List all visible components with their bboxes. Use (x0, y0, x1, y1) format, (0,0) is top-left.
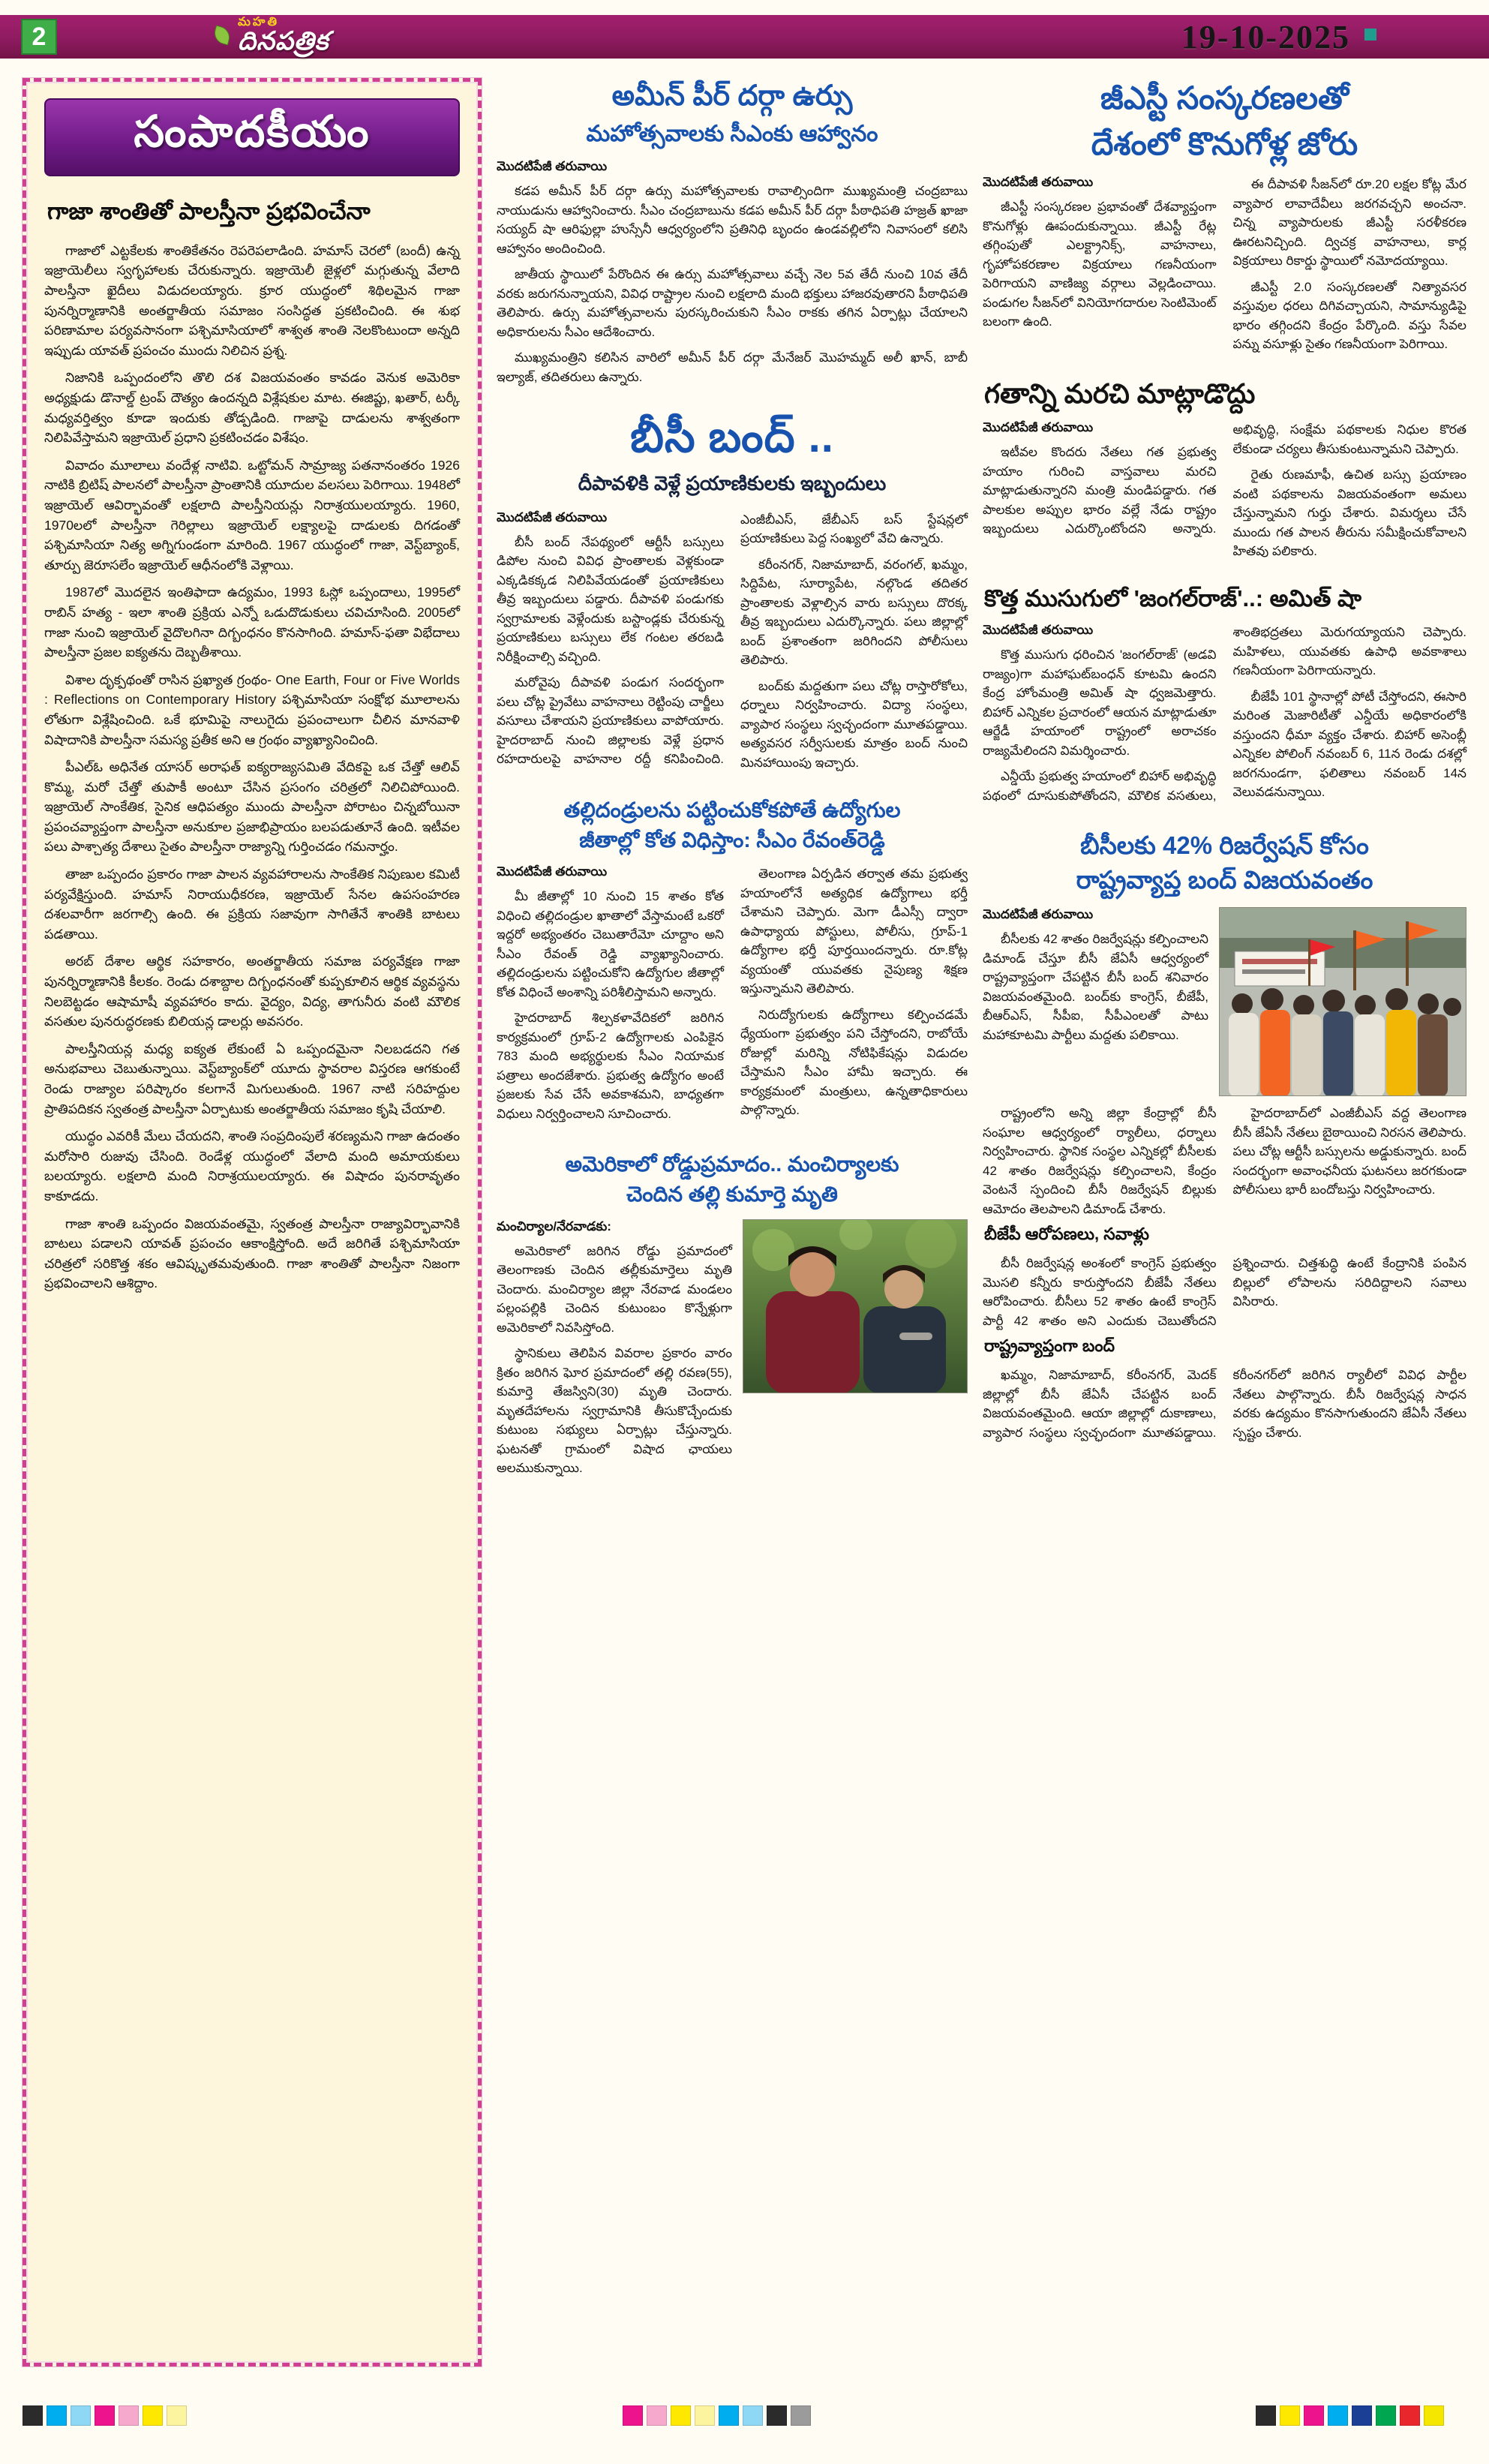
paragraph: అమెరికాలో జరిగిన రోడ్డు ప్రమాదంలో తెలంగాణకు చెందిన తల్లీకుమార్తెలు మృతి చెందారు. మంచిర్యాల జిల్లా నేరవాడ మండలం పల్లంపల్లికి చెందిన కుటుంబం కొన్నేళ్లుగా అమెరికాలో నివసిస్తోంది. (497, 1243, 732, 1335)
color-patch (1256, 2405, 1276, 2426)
paragraph: గాజా శాంతి ఒప్పందం విజయవంతమై, స్వతంత్ర పాలస్తీనా రాజ్యావిర్భావానికి బాటలు పడాలని యావత్ ప్రపంచం ఆకాంక్షిస్తోంది. అదే జరిగితే పశ్చిమాసియా చరిత్రలో సరికొత్త శకం ఆవిష్కృతమవుతుంది. గాజా శాంతితో పాలస్తీనా నిజంగా ప్రభవించాలని ఆశిద్దాం. (44, 1215, 460, 1291)
color-patch (719, 2405, 739, 2426)
paragraph: నిజానికి ఒప్పందంలోని తొలి దశ విజయవంతం కావడం వెనుక అమెరికా అధ్యక్షుడు డొనాల్డ్ ట్రంప్ దౌత్యం ఉందన్నది విశ్లేషకుల మాట. ఈజిప్టు, ఖతార్, టర్కీ మధ్యవర్తిత్వం కూడా ఇందుకు తోడ్పడింది. గాజాపై దాడులను శాశ్వతంగా నిలిపివేస్తామని ఇజ్రాయెల్ ప్రధాని ప్రకటించడం విశేషం. (44, 370, 460, 446)
masthead-logo (214, 17, 329, 54)
paragraph: వివాదం మూలాలు వందేళ్ల నాటివి. ఒట్టోమన్ సామ్రాజ్య పతనానంతరం 1926 నాటికి బ్రిటిష్ పాలనలో పాలస్తీనా ప్రాంతానికి యూదుల వలసలు పెరిగాయి. 1948లో ఇజ్రాయెల్ ఆవిర్భావంతో లక్షలాది పాలస్తీనియన్లు నిరాశ్రయులయ్యారు. 1960, 1970లలో పాలస్తీనా గెరిల్లాలు ఇజ్రాయెల్ లక్ష్యాలపై దాడులకు దిగడంతో పశ్చిమాసియా నిత్య అగ్నిగుండంగా మారింది. 1967 యుద్ధంలో గాజా, వెస్ట్‌బ్యాంక్, తూర్పు జెరూసలేం ఇజ్రాయెల్ ఆధీనంలోకి వెళ్లాయి. (44, 457, 460, 572)
bc-reservation-intro (983, 907, 1208, 1096)
color-patch (623, 2405, 643, 2426)
paragraph: రాష్ట్రంలోని అన్ని జిల్లా కేంద్రాల్లో బీసీ సంఘాల ఆధ్వర్యంలో ర్యాలీలు, ధర్నాలు నిర్వహించారు. స్థానిక సంస్థల ఎన్నికల్లో బీసీలకు 42 శాతం రిజర్వేషన్లు కల్పించాలని, కేంద్రం వెంటనే స్పందించి బీసీ రిజర్వేషన్ బిల్లుకు ఆమోదం తెలపాలని డిమాండ్ చేశారు. (983, 1106, 1217, 1216)
editorial-body (44, 241, 460, 1294)
gst-paragraphs (983, 175, 1466, 354)
cm-headline-line2: జీతాల్లో కోత విధిస్తాం: సీఎం రేవంత్‌రెడ్డి (579, 828, 885, 852)
article-dont-forget-past (983, 377, 1466, 561)
paragraph: జీఎస్టీ 2.0 సంస్కరణలతో నిత్యావసర వస్తువుల ధరలు దిగివచ్చాయని, సామాన్యుడిపై భారం తగ్గిందని కేంద్రం పేర్కొంది. వస్తు సేవల పన్ను వసూళ్లు సైతం గణనీయంగా పెరిగాయి. (1232, 279, 1466, 352)
color-bar-group-right (1256, 2405, 1444, 2426)
paragraph: అరబ్ దేశాల ఆర్థిక సహకారం, అంతర్జాతీయ సమాజ పర్యవేక్షణ గాజా పునర్నిర్మాణానికి కీలకం. రెండు దశాబ్దాల దిగ్బంధనంతో కుప్పకూలిన ఆర్థిక వ్యవస్థను నిలబెట్టడం ఆషామాషీ వ్యవహారం కాదు. వైద్యం, విద్య, తాగునీరు వంటి మౌలిక వసతుల పునరుద్ధరణకు బిలియన్ల డాలర్లు అవసరం. (44, 954, 460, 1029)
color-patch (23, 2405, 43, 2426)
cm-paragraphs (497, 864, 968, 1128)
color-patch (119, 2405, 139, 2426)
accident-paragraphs (497, 1242, 732, 1478)
paragraph: తాజా ఒప్పందం ప్రకారం గాజా పాలన వ్యవహారాలను సాంకేతిక నిపుణుల కమిటీ పర్యవేక్షిస్తుంది. హమాస్ నిరాయుధీకరణ, ఇజ్రాయెల్ సేనల ఉపసంహరణ దశలవారీగా జరగాల్సి ఉంది. ఈ ప్రక్రియ సజావుగా సాగితేనే శాంతికి బాటలు పడతాయి. (44, 867, 460, 942)
middle-column (497, 78, 968, 2371)
paragraph: బీసీ బంద్ నేపథ్యంలో ఆర్టీసీ బస్సులు డిపోల నుంచి వివిధ ప్రాంతాలకు వెళ్లకుండా ఎక్కడికక్కడ నిలిపివేయడంతో ప్రయాణికులు తీవ్ర ఇబ్బందులు పడ్డారు. దీపావళి పండుగకు స్వగ్రామాలకు వెళ్లేందుకు బస్టాండ్లకు చేరుకున్న ప్రయాణికులు బస్సులు లేక గంటల తరబడి నిరీక్షించాల్సి వచ్చింది. (497, 534, 724, 664)
color-patch (143, 2405, 163, 2426)
continued-from-page1-tag: మొదటిపేజీ తరువాయి (497, 159, 608, 174)
color-patch (95, 2405, 115, 2426)
color-patch (767, 2405, 787, 2426)
paragraph: బీసీ రిజర్వేషన్ల అంశంలో కాంగ్రెస్ ప్రభుత్వం మొసలి కన్నీరు కారుస్తోందని బీజేపీ నేతలు ఆరోపించారు. బీసీలు 52 శాతం ఉంటే కాంగ్రెస్ పార్టీ 42 శాతం అని ఎందుకు చెబుతోందని ప్రశ్నించారు. చిత్తశుద్ధి ఉంటే కేంద్రానికి పంపిన బిల్లులో లోపాలను సరిదిద్దాలని సవాలు విసిరారు. (983, 1256, 1466, 1328)
mother-daughter-photo-art (743, 1220, 968, 1393)
article-urs-invitation (497, 78, 968, 386)
leaf-icon (212, 26, 233, 46)
bc-bandh-headline: బీసీ బంద్ .. (630, 413, 834, 462)
amit-shah-body (983, 623, 1466, 807)
urs-body (497, 159, 968, 386)
color-patch (1304, 2405, 1324, 2426)
paragraph: ఎన్డీయే ప్రభుత్వ హయాంలో బిహార్ అభివృద్ధి పథంలో దూసుకుపోతోందని, మౌలిక వసతులు, శాంతిభద్రతలు మెరుగయ్యాయని చెప్పారు. మహిళలు, యువతకు ఉపాధి అవకాశాలు గణనీయంగా పెరిగాయన్నారు. (983, 625, 1466, 803)
bc-reservation-headline-line2: రాష్ట్రవ్యాప్త బంద్ విజయవంతం (1076, 866, 1373, 894)
right-column (983, 78, 1466, 2371)
color-patch (167, 2405, 187, 2426)
color-patch (695, 2405, 715, 2426)
paragraph: కరీంనగర్, నిజామాబాద్, వరంగల్, ఖమ్మం, సిద్దిపేట, సూర్యాపేట, నల్గొండ తదితర ప్రాంతాలకు వెళ్లాల్సిన వారు బస్సులు దొరక్క తీవ్ర ఇబ్బందులు ఎదుర్కొన్నారు. పలు జిల్లాల్లో బంద్ ప్రశాంతంగా జరిగిందని పోలీసులు తెలిపారు. (740, 557, 968, 668)
page-body (23, 78, 1466, 2371)
article-us-accident (497, 1151, 968, 1485)
continued-from-page1-tag: మొదటిపేజీ తరువాయి (497, 864, 608, 879)
paragraph: జీఎస్టీ సంస్కరణల ప్రభావంతో దేశవ్యాప్తంగా కొనుగోళ్లు ఊపందుకున్నాయి. జీఎస్టీ రేట్ల తగ్గింపుతో ఎలక్ట్రానిక్స్, వాహనాలు, గృహోపకరణాల విక్రయాలు గణనీయంగా పెరిగాయని వాణిజ్య వర్గాలు వెల్లడించాయి. పండుగల సీజన్‌లో వినియోగదారుల సెంటిమెంట్ బలంగా ఉంది. (983, 200, 1217, 329)
paragraph: బీజేపీ 101 స్థానాల్లో పోటీ చేస్తోందని, ఈసారి మరింత మెజారిటీతో ఎన్డీయే అధికారంలోకి వస్తుందని ధీమా వ్యక్తం చేశారు. బిహార్ అసెంబ్లీ ఎన్నికల పోలింగ్ నవంబర్ 6, 11న రెండు దశల్లో జరగనుండగా, ఫలితాలు నవంబర్ 14న వెలువడనున్నాయి. (1232, 689, 1466, 800)
accident-body (497, 1219, 732, 1485)
paragraph: ఇటీవల కొందరు నేతలు గత ప్రభుత్వ హయాం గురించి వాస్తవాలు మరచి మాట్లాడుతున్నారని మంత్రి మండిపడ్డారు. గత పాలకుల అప్పుల భారం వల్లే నేడు రాష్ట్రం ఇబ్బందులు ఎదుర్కొంటోందని అన్నారు. అభివృద్ధి, సంక్షేమ పథకాలకు నిధుల కొరత లేకుండా చర్యలు తీసుకుంటున్నామని చెప్పారు. (983, 422, 1466, 536)
article-amit-shah (983, 584, 1466, 807)
color-patch (1280, 2405, 1300, 2426)
edition-date: 19-10-2025 (1181, 19, 1350, 56)
accident-dateline: మంచిర్యాల/నేరవాడకు: (497, 1218, 611, 1234)
bc-protest-photo-art (1220, 908, 1466, 1096)
paragraph: నిరుద్యోగులకు ఉద్యోగాలు కల్పించడమే ధ్యేయంగా ప్రభుత్వం పని చేస్తోందని, రాబోయే రోజుల్లో మరిన్ని నోటిఫికేషన్లు విడుదల చేస్తామని సీఎం హామీ ఇచ్చారు. ఈ కార్యక్రమంలో మంత్రులు, ఉన్నతాధికారులు పాల్గొన్నారు. (740, 1007, 968, 1118)
paragraph: కడప అమీన్ పీర్ దర్గా ఉర్సు మహోత్సవాలకు రావాల్సిందిగా ముఖ్యమంత్రి చంద్రబాబు నాయుడును ఆహ్వానించారు. సీఎం చంద్రబాబును కడప అమీన్ పీర్ దర్గా పీఠాధిపతి హజ్రత్ ఖాజా సయ్యద్ షా ఆరిఫుల్లా హుస్సేనీ ఆధ్వర్యంలోని ప్రతినిధి బృందం ఉండవల్లిలోని నివాసంలో కలిసి ఆహ్వానం అందించింది. (497, 184, 968, 256)
color-patch (1352, 2405, 1372, 2426)
paragraph: యుద్ధం ఎవరికీ మేలు చేయదని, శాంతి సంప్రదింపులే శరణ్యమని గాజా ఉదంతం మరోసారి రుజువు చేసింది. రెండేళ్ల యుద్ధంలో వేలాది మంది అమాయకులు బలయ్యారు. లక్షలాది మంది నిరాశ్రయులయ్యారు. ఈ విషాదం పునరావృతం కాకూడదు. (44, 1128, 460, 1203)
bc-bandh-body (497, 510, 968, 774)
gst-body (983, 175, 1466, 354)
paragraph: జాతీయ స్థాయిలో పేరొందిన ఈ ఉర్సు మహోత్సవాలు వచ్చే నెల 5వ తేదీ నుంచి 10వ తేదీ వరకు జరుగనున్నాయని, వివిధ రాష్ట్రాల నుంచి లక్షలాది మంది భక్తులు హాజరవుతారని పీఠాధిపతి తెలిపారు. ఉర్సు మహోత్సవాలను పురస్కరించుకుని సీఎం రాకకు తగిన ఏర్పాట్లు చేయాలని అధికారులను సీఎం ఆదేశించారు. (497, 267, 968, 339)
accident-headline-line2: చెందిన తల్లి కుమార్తె మృతి (626, 1182, 838, 1206)
past-paragraphs (983, 420, 1466, 561)
bjp-allegations-body (983, 1254, 1466, 1330)
paragraph: ఖమ్మం, నిజామాబాద్, కరీంనగర్, మెదక్ జిల్లాల్లో బీసీ జేఏసీ చేపట్టిన బంద్ విజయవంతమైంది. ఆయా జిల్లాల్లో దుకాణాలు, వ్యాపార సంస్థలు స్వచ్ఛందంగా మూతపడ్డాయి. కరీంనగర్‌లో జరిగిన ర్యాలీలో వివిధ పార్టీల నేతలు పాల్గొన్నారు. బీసీ రిజర్వేషన్ల సాధన వరకు ఉద్యమం కొనసాగుతుందని జేఏసీ నేతలు స్పష్టం చేశారు. (983, 1368, 1466, 1440)
paragraph: ఈ దీపావళి సీజన్‌లో రూ.20 లక్షల కోట్ల మేర వ్యాపార లావాదేవీలు జరగవచ్చని అంచనా. చిన్న వ్యాపారులకు జీఎస్టీ సరళీకరణ ఊరటనిచ్చింది. ద్విచక్ర వాహనాలు, కార్ల విక్రయాలు రికార్డు స్థాయిలో నమోదయ్యాయి. (1232, 177, 1466, 269)
paragraph: ముఖ్యమంత్రిని కలిసిన వారిలో అమీన్ పీర్ దర్గా మేనేజర్ మొహమ్మద్ అలీ ఖాన్, బాబీ ఇల్యాజ్, తదితరులు ఉన్నారు. (497, 350, 968, 384)
article-cm-warning (497, 797, 968, 1129)
urs-paragraphs (497, 182, 968, 386)
continued-from-page1-tag: మొదటిపేజీ తరువాయి (983, 907, 1094, 922)
masthead (0, 15, 1489, 59)
paragraph: కొత్త ముసుగు ధరించిన 'జంగల్‌రాజ్' (అడవి రాజ్యం)గా మహాఘట్‌బంధన్ కూటమి ఉందని కేంద్ర హోంమంత్రి అమిత్ షా ధ్వజమెత్తారు. బిహార్ ఎన్నికల ప్రచారంలో ఆయన మాట్లాడుతూ ఆర్జేడీ హయాంలో రాష్ట్రంలో అరాచకం రాజ్యమేలిందని విమర్శించారు. (983, 648, 1217, 758)
paragraph: పాలస్తీనియన్ల మధ్య ఐక్యత లేకుంటే ఏ ఒప్పందమైనా నిలబడదని గత అనుభవాలు చెబుతున్నాయి. వెస్ట్‌బ్యాంక్‌లో యూదు స్థావరాల విస్తరణ ఆగకుంటే రెండు రాజ్యాల పరిష్కారం కలగానే మిగులుతుంది. 1967 నాటి సరిహద్దుల ప్రాతిపదికన స్వతంత్ర పాలస్తీనా ఏర్పాటుకు అంతర్జాతీయ సమాజం కృషి చేయాలి. (44, 1041, 460, 1116)
amit-shah-paragraphs (983, 623, 1466, 807)
color-patch (47, 2405, 67, 2426)
amit-shah-headline: కొత్త ముసుగులో 'జంగల్‌రాజ్'..: అమిత్ షా (984, 584, 1361, 611)
color-patch (1328, 2405, 1348, 2426)
urs-headline-line1: అమీన్ పీర్ దర్గా ఉర్సు (611, 80, 853, 112)
color-bar-group-center (623, 2405, 811, 2426)
page-number-badge: 2 (21, 19, 57, 55)
bc-reservation-intro-paragraphs (983, 930, 1208, 1044)
color-patch (1400, 2405, 1420, 2426)
paragraph: తెలంగాణ ఏర్పడిన తర్వాత తమ ప్రభుత్వ హయాంలోనే అత్యధిక ఉద్యోగాలు భర్తీ చేశామని చెప్పారు. మెగా డీఎస్సీ ద్వారా ఉపాధ్యాయ పోస్టులు, పోలీసు, గ్రూప్-1 ఉద్యోగాల భర్తీ పూర్తయిందన్నారు. రూ.కోట్ల వ్యయంతో యువతకు నైపుణ్య శిక్షణ ఇస్తున్నామని తెలిపారు. (740, 867, 968, 996)
bjp-allegations-subhead: బీజేపీ ఆరోపణలు, సవాళ్లు (984, 1224, 1149, 1244)
color-patch (743, 2405, 763, 2426)
paragraph: హైదరాబాద్‌లో ఎంజీబీఎస్ వద్ద తెలంగాణ బీసీ జేఏసీ నేతలు బైఠాయించి నిరసన తెలిపారు. పలు చోట్ల ఆర్టీసీ బస్సులను అడ్డుకున్నారు. బంద్ సందర్భంగా అవాంఛనీయ ఘటనలు జరగకుండా పోలీసులు భారీ బందోబస్తు నిర్వహించారు. (1232, 1106, 1466, 1197)
accident-headline-line1: అమెరికాలో రోడ్డుప్రమాదం.. మంచిర్యాలకు (565, 1152, 899, 1176)
gst-headline-line1: జీఎస్టీ సంస్కరణలతో (1100, 80, 1349, 116)
past-headline: గతాన్ని మరచి మాట్లాడొద్దు (984, 377, 1256, 409)
editorial-column (23, 78, 482, 2366)
color-bar-group-left (23, 2405, 187, 2426)
paragraph: హైదరాబాద్ శిల్పకళావేదికలో జరిగిన కార్యక్రమంలో గ్రూప్-2 ఉద్యోగాలకు ఎంపికైన 783 మంది అభ్యర్థులకు సీఎం నియామక పత్రాలు అందజేశారు. ప్రభుత్వ ఉద్యోగం అంటే ప్రజలకు సేవ చేసే అవకాశమని, బాధ్యతగా విధులు నిర్వర్తించాలని సూచించారు. (497, 1011, 724, 1121)
article-bc-bandh (497, 409, 968, 774)
paragraph: గాజాలో ఎట్టకేలకు శాంతికేతనం రెపరెపలాడింది. హమాస్ చెరలో (బందీ) ఉన్న ఇజ్రాయెలీలు స్వగృహాలకు చేరుకున్నారు. ఇజ్రాయెలీ జైళ్లలో మగ్గుతున్న వేలాది పాలస్తీనా ఖైదీలు విడుదలయ్యారు. క్రూర యుద్ధంలో శిథిలమైన గాజా పునర్నిర్మాణానికి అంతర్జాతీయ సమాజం సంసిద్ధత ప్రకటించింది. ఈ శుభ పరిణామాల పర్యవసానంగా పశ్చిమాసియాలో శాశ్వత శాంతి నెలకొంటుందా అన్నది ఇప్పుడు యావత్ ప్రపంచం ముందు నిలిచిన ప్రశ్న. (44, 242, 460, 358)
continued-from-page1-tag: మొదటిపేజీ తరువాయి (983, 175, 1094, 190)
paragraph: 1987లో మొదలైన ఇంతిఫాదా ఉద్యమం, 1993 ఓస్లో ఒప్పందాలు, 1995లో రాబిన్ హత్య - ఇలా శాంతి ప్రక్రియ ఎన్నో ఒడుదొడుకులు చవిచూసింది. 2005లో గాజా నుంచి ఇజ్రాయెల్ వైదొలగినా దిగ్బంధనం కొనసాగింది. హమాస్-ఫతా విభేదాలు పాలస్తీనా ప్రజల ఐక్యతను దెబ్బతీశాయి. (44, 584, 460, 660)
article-gst (983, 78, 1466, 354)
masthead-logo-title: దినపత్రిక (238, 27, 329, 56)
paragraph: పీఎల్ఓ అధినేత యాసర్ అరాఫత్ ఐక్యరాజ్యసమితి వేదికపై ఒక చేత్తో ఆలివ్ కొమ్మ, మరో చేత్తో తుపాకీ అంటూ చేసిన ప్రసంగం చరిత్రలో నిలిచిపోయింది. ఇజ్రాయెల్ సాంకేతిక, సైనిక ఆధిపత్యం ముందు పాలస్తీనా పోరాటం చిన్నబోయినా ప్రపంచవ్యాప్తంగా పాలస్తీనా అనుకూల ప్రజాభిప్రాయం బలపడుతూనే ఉంది. ఇటీవల పలు పాశ్చాత్య దేశాలు సైతం పాలస్తీనా రాజ్యాన్ని గుర్తించడం గమనార్హం. (44, 759, 460, 855)
paragraph: బంద్‌కు మద్దతుగా పలు చోట్ల రాస్తారోకోలు, ధర్నాలు నిర్వహించారు. విద్యా సంస్థలు, వ్యాపార సంస్థలు స్వచ్ఛందంగా మూతపడ్డాయి. అత్యవసర సర్వీసులకు మాత్రం బంద్ నుంచి మినహాయింపు ఇచ్చారు. (740, 678, 968, 770)
editorial-headline: గాజా శాంతితో పాలస్తీనా ప్రభవించేనా (47, 198, 371, 224)
masthead-accent-mark (1364, 29, 1376, 41)
mother-daughter-photo (743, 1219, 968, 1393)
paragraph: మరోవైపు దీపావళి పండుగ సందర్భంగా పలు చోట్ల ప్రైవేటు వాహనాలు రెట్టింపు చార్జీలు వసూలు చేశాయని ప్రయాణికులు వాపోయారు. హైదరాబాద్ నుంచి జిల్లాలకు వెళ్లే ప్రధాన రహదారులపై వాహనాల రద్దీ కనిపించింది. ఎంజీబీఎస్, జేబీఎస్ బస్ స్టేషన్లలో ప్రయాణికులు పెద్ద సంఖ్యలో వేచి ఉన్నారు. (497, 512, 968, 767)
statewide-bandh-body (983, 1366, 1466, 1446)
bc-reservation-headline-line1: బీసీలకు 42% రిజర్వేషన్ కోసం (1080, 831, 1369, 859)
editorial-section-banner: సంపాదకీయం (44, 98, 460, 176)
color-patch (791, 2405, 811, 2426)
color-patch (71, 2405, 91, 2426)
print-color-bars (0, 2405, 1489, 2428)
past-body (983, 420, 1466, 561)
paragraph: స్థానికులు తెలిపిన వివరాల ప్రకారం వారం క్రితం జరిగిన ఘోర ప్రమాదంలో తల్లి రవణ(55), కుమార్తె తేజస్విని(30) మృతి చెందారు. మృతదేహాలను స్వగ్రామానికి తీసుకొచ్చేందుకు కుటుంబ సభ్యులు ఏర్పాట్లు చేస్తున్నారు. ఘటనతో గ్రామంలో విషాద ఛాయలు అలముకున్నాయి. (497, 1346, 732, 1476)
paragraph: విశాల దృక్పథంతో రాసిన ప్రఖ్యాత గ్రంథం- One Earth, Four or Five Worlds : Reflections on Contemporary History పశ్చిమాసియా సంక్షోభ మూలాలను లోతుగా విశ్లేషించింది. ఒకే భూమిపై నాలుగైదు ప్రపంచాలుగా చీలిన మానవాళి విషాదానికి పాలస్తీనా సమస్య ప్రతీక అని ఆ గ్రంథం వ్యాఖ్యానించింది. (44, 672, 460, 747)
masthead-logo-top: మహతి (238, 16, 279, 29)
bc-protest-photo (1219, 907, 1466, 1096)
color-patch (647, 2405, 667, 2426)
color-patch (1376, 2405, 1396, 2426)
gst-headline-line2: దేశంలో కొనుగోళ్ల జోరు (1091, 125, 1358, 161)
color-patch (671, 2405, 691, 2426)
statewide-bandh-subhead: రాష్ట్రవ్యాప్తంగా బంద్ (984, 1336, 1115, 1356)
paragraph: రైతు రుణమాఫీ, ఉచిత బస్సు ప్రయాణం వంటి పథకాలను విజయవంతంగా అమలు చేస్తున్నామని గుర్తు చేశారు. విమర్శలు చేసే ముందు గత పాలన తీరును సమీక్షించుకోవాలని హితవు పలికారు. (1232, 467, 1466, 559)
color-patch (1424, 2405, 1444, 2426)
paragraph: మీ జీతాల్లో 10 నుంచి 15 శాతం కోత విధించి తల్లిదండ్రుల ఖాతాలో వేస్తామంటే ఒకరో ఇద్దరో అభ్యంతరం చెబుతారేమో చూద్దాం అని సీఎం రేవంత్ రెడ్డి వ్యాఖ్యానించారు. తల్లిదండ్రులను పట్టించుకోని ఉద్యోగుల జీతాల్లో కోత విధించే అంశాన్ని పరిశీలిస్తామని అన్నారు. (497, 889, 724, 999)
continued-from-page1-tag: మొదటిపేజీ తరువాయి (983, 420, 1094, 435)
cm-body (497, 864, 968, 1128)
bc-bandh-paragraphs (497, 510, 968, 774)
bc-bandh-subhead: దీపావళికి వెళ్లే ప్రయాణికులకు ఇబ్బందులు (578, 471, 887, 494)
continued-from-page1-tag: మొదటిపేజీ తరువాయి (497, 509, 608, 524)
paragraph: బీసీలకు 42 శాతం రిజర్వేషన్లు కల్పించాలని డిమాండ్ చేస్తూ బీసీ జేఏసీ ఆధ్వర్యంలో రాష్ట్రవ్యాప్తంగా చేపట్టిన బీసీ బంద్ శనివారం విజయవంతమైంది. బంద్‌కు కాంగ్రెస్, బీజేపీ, బీఆర్ఎస్, సీపీఐ, సీపీఎంలతో పాటు మహాకూటమి పార్టీలు మద్దతు పలికాయి. (983, 932, 1208, 1042)
cm-headline-line1: తల్లిదండ్రులను పట్టించుకోకపోతే ఉద్యోగుల (563, 798, 901, 822)
bc-reservation-body (983, 1104, 1466, 1218)
continued-from-page1-tag: మొదటిపేజీ తరువాయి (983, 623, 1094, 638)
article-bc-reservation (983, 830, 1466, 1446)
urs-headline-line2: మహోత్సవాలకు సీఎంకు ఆహ్వానం (586, 122, 878, 147)
